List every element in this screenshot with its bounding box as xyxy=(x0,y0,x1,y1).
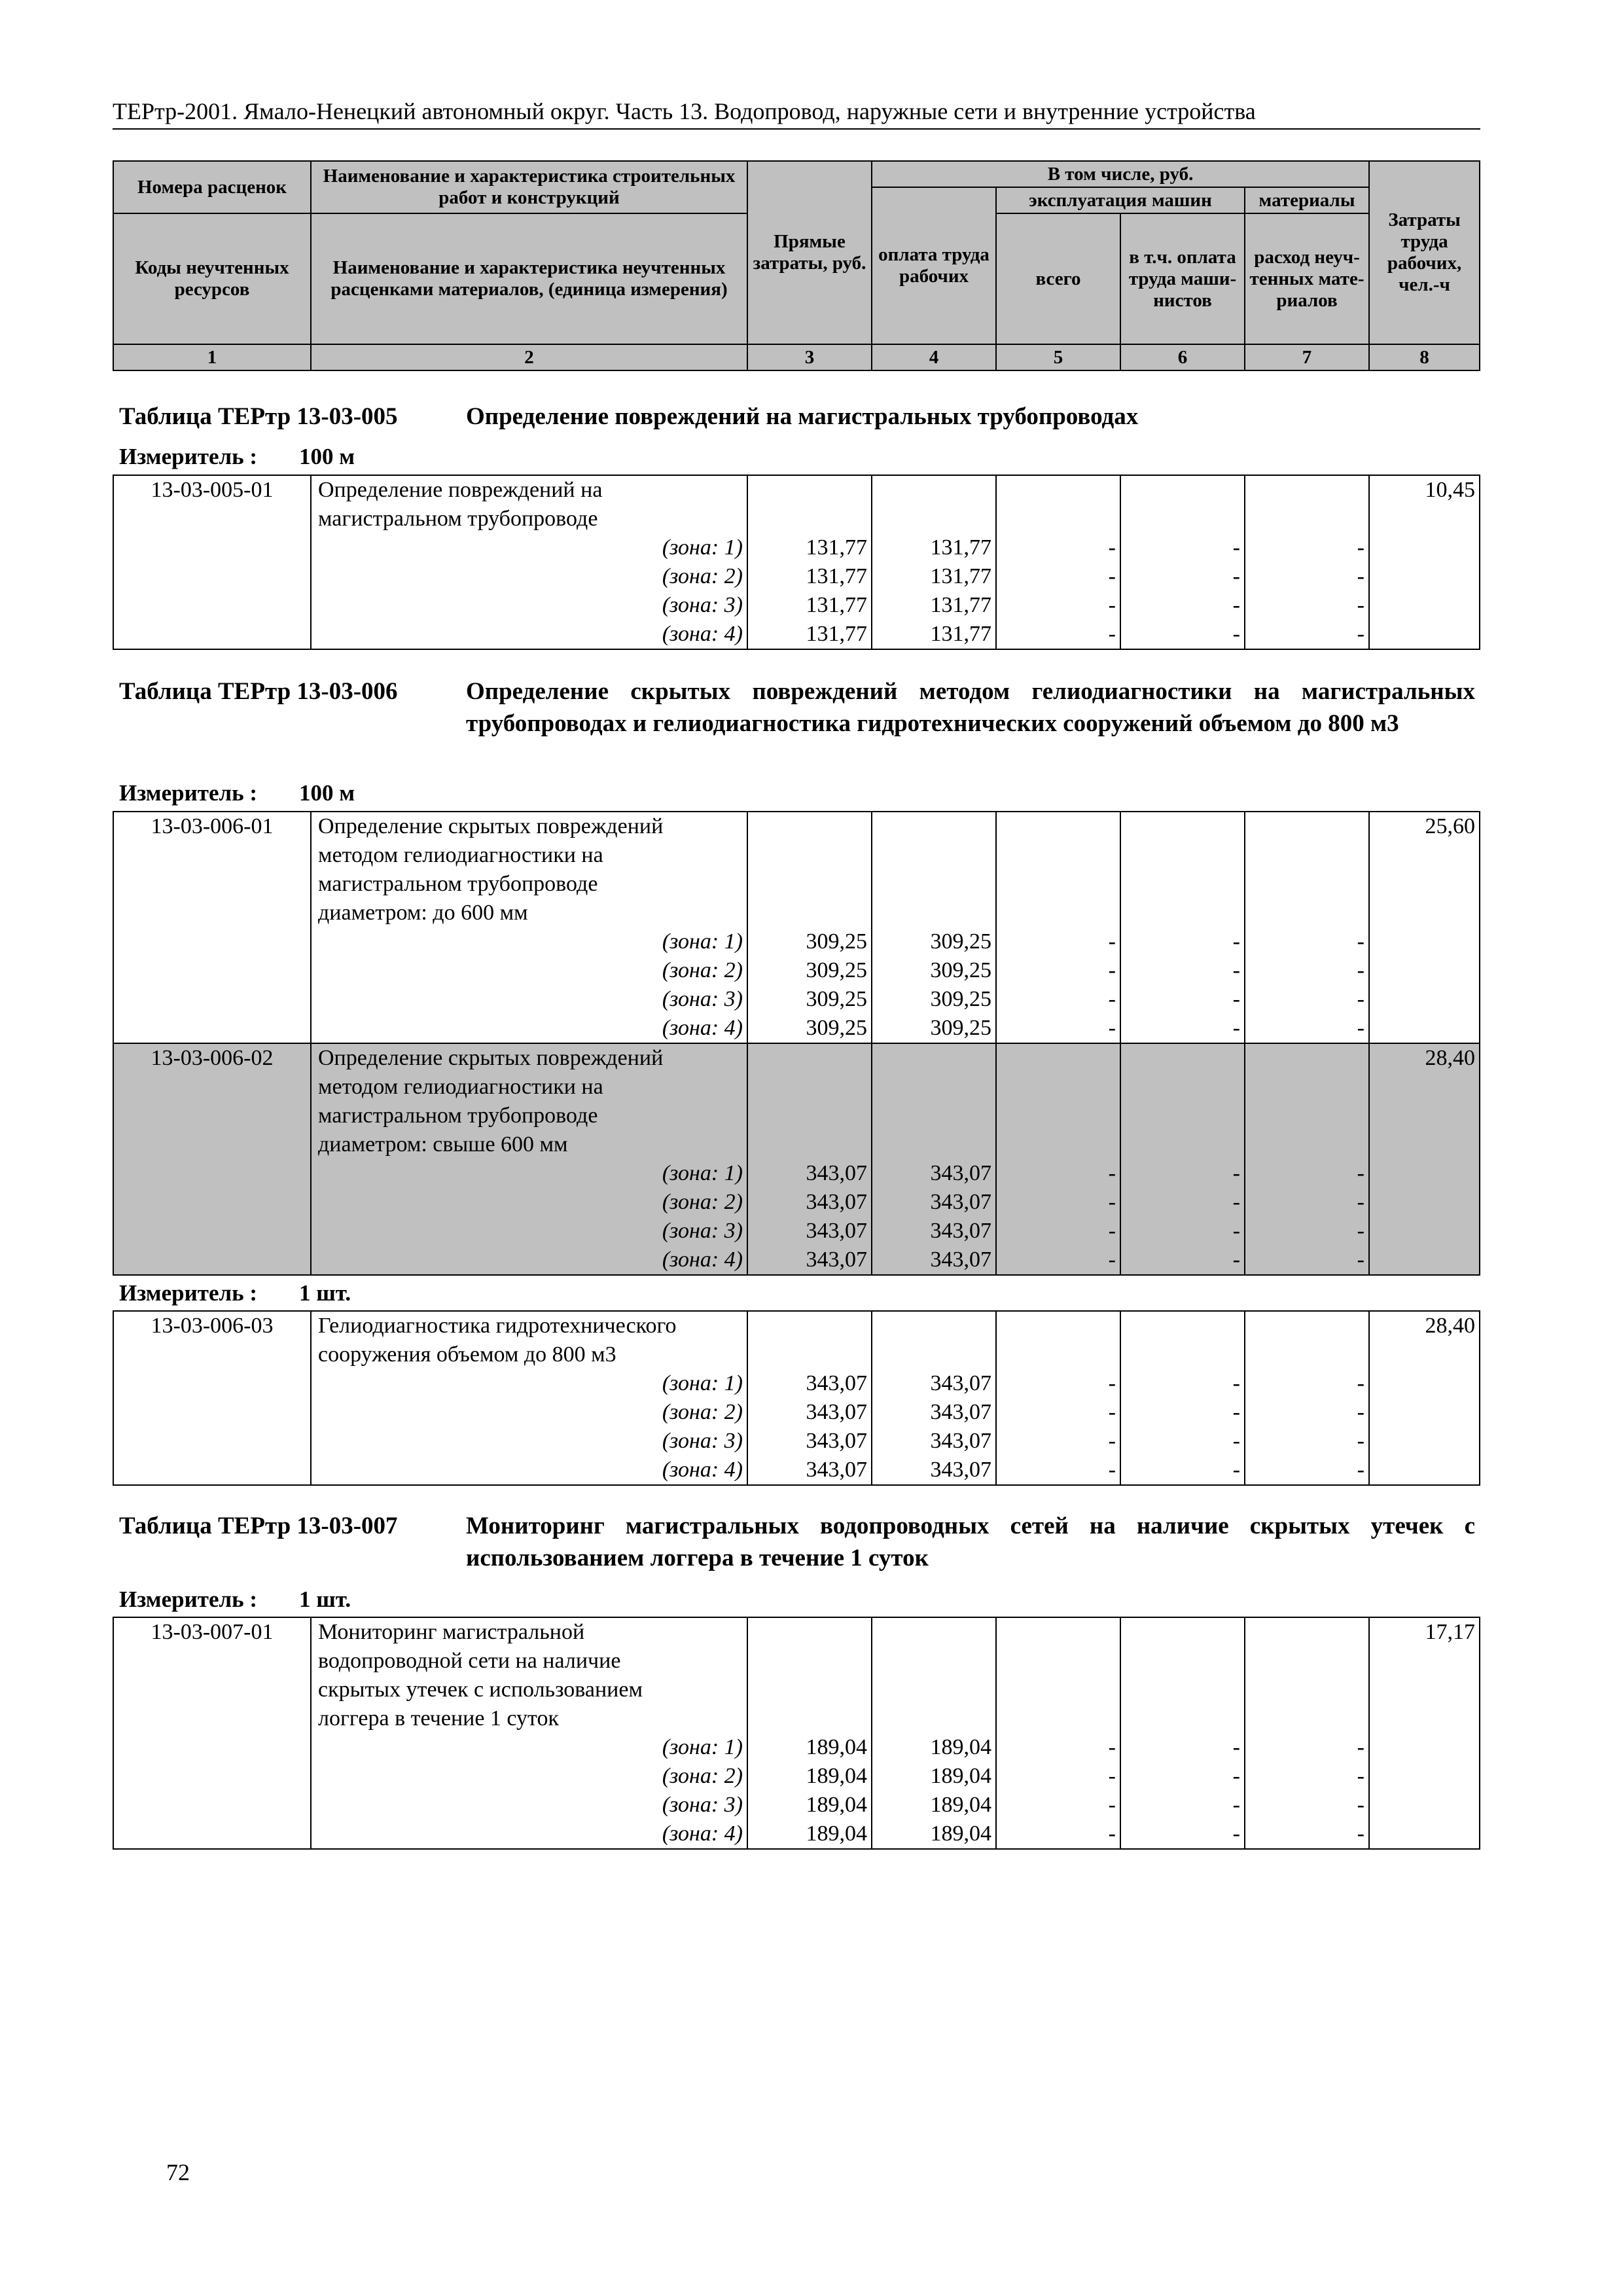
labor-pay-value: 131,77 xyxy=(930,564,991,588)
page-number: 72 xyxy=(166,2159,190,2185)
labor-pay-value: 309,25 xyxy=(930,958,991,982)
direct-costs-value: 189,04 xyxy=(806,1821,867,1846)
labor-costs-value: 28,40 xyxy=(1425,1314,1475,1338)
machinist-pay-value: - xyxy=(1232,1793,1240,1817)
rate-code: 13-03-005-01 xyxy=(113,475,311,649)
column-header-table xyxy=(113,160,1480,371)
machinist-pay-value: - xyxy=(1232,1400,1240,1424)
machine-total-value: - xyxy=(1108,1016,1116,1040)
labor-costs-value: 17,17 xyxy=(1425,1620,1475,1644)
labor-costs-value: 10,45 xyxy=(1425,478,1475,502)
machinist-pay-value: - xyxy=(1232,1247,1240,1272)
machinist-pay-cell xyxy=(1120,1043,1245,1275)
rate-name-line: Гелиодиагностика гидротехнического xyxy=(318,1314,677,1338)
direct-costs-value: 343,07 xyxy=(806,1400,867,1424)
direct-costs-cell xyxy=(747,1311,872,1485)
machinist-pay-value: - xyxy=(1232,1458,1240,1482)
machinist-pay-value: - xyxy=(1232,1371,1240,1395)
meter-value: 100 м xyxy=(299,780,355,806)
machinist-pay-value: - xyxy=(1232,535,1240,560)
labor-pay-value: 131,77 xyxy=(930,622,991,646)
materials-value: - xyxy=(1357,1764,1364,1788)
section-code: Таблица ТЕРтр 13-03-006 xyxy=(119,678,398,705)
materials-value: - xyxy=(1357,1016,1364,1040)
labor-costs-cell xyxy=(1369,812,1480,1043)
machinist-pay-cell xyxy=(1120,1311,1245,1485)
section-name: Определение скрытых повреждений методом гелиодиагностики на магистральных трубопроводах и гелиодиагностика гидротехнических сооружений объемом до 800 м3 xyxy=(466,678,1475,737)
meter-label: Измеритель : xyxy=(119,444,258,469)
col-rate-numbers: Номера расценок xyxy=(113,161,311,213)
direct-costs-value: 309,25 xyxy=(806,1016,867,1040)
meter-value: 1 шт. xyxy=(299,1280,351,1306)
machinist-pay-value: - xyxy=(1232,564,1240,588)
zone-label: (зона: 1) xyxy=(662,535,743,560)
zone-label: (зона: 1) xyxy=(662,1371,743,1395)
meter-value: 1 шт. xyxy=(299,1587,351,1612)
zone-label: (зона: 4) xyxy=(662,1016,743,1040)
labor-pay-value: 343,07 xyxy=(930,1371,991,1395)
materials-value: - xyxy=(1357,1400,1364,1424)
meter xyxy=(119,1585,351,1614)
machine-total-value: - xyxy=(1108,1219,1116,1243)
rate-name xyxy=(311,812,747,1043)
direct-costs-value: 189,04 xyxy=(806,1735,867,1759)
zone-label: (зона: 1) xyxy=(662,929,743,954)
col-labor-pay: оплата труда рабочих xyxy=(872,187,996,344)
machine-total-value: - xyxy=(1108,1458,1116,1482)
col-labor-costs: Затраты труда рабочих, чел.-ч xyxy=(1369,161,1480,344)
labor-pay-cell xyxy=(872,1043,996,1275)
col-num: 5 xyxy=(996,344,1120,370)
materials-cell xyxy=(1245,1617,1369,1849)
zone-label: (зона: 1) xyxy=(662,1735,743,1759)
machine-total-value: - xyxy=(1108,1764,1116,1788)
machinist-pay-value: - xyxy=(1232,1429,1240,1453)
labor-pay-value: 343,07 xyxy=(930,1429,991,1453)
zone-label: (зона: 3) xyxy=(662,593,743,617)
meter-label: Измеритель : xyxy=(119,780,258,806)
direct-costs-value: 309,25 xyxy=(806,987,867,1011)
machine-total-value: - xyxy=(1108,987,1116,1011)
machinist-pay-value: - xyxy=(1232,593,1240,617)
zone-label: (зона: 4) xyxy=(662,622,743,646)
direct-costs-value: 343,07 xyxy=(806,1458,867,1482)
rate-name xyxy=(311,475,747,649)
labor-pay-value: 131,77 xyxy=(930,535,991,560)
zone-label: (зона: 4) xyxy=(662,1247,743,1272)
machinist-pay-value: - xyxy=(1232,1219,1240,1243)
col-num: 7 xyxy=(1245,344,1369,370)
direct-costs-value: 131,77 xyxy=(806,622,867,646)
zone-label: (зона: 4) xyxy=(662,1458,743,1482)
rate-name xyxy=(311,1617,747,1849)
machinist-pay-value: - xyxy=(1232,929,1240,954)
col-material-name: Наименование и характеристика неучтенных расценками материалов, (единица измерения) xyxy=(311,213,747,344)
rate-name xyxy=(311,1311,747,1485)
rate-name-line: водопроводной сети на наличие xyxy=(318,1649,621,1673)
rate-name-line: скрытых утечек с использованием xyxy=(318,1677,643,1702)
machinist-pay-value: - xyxy=(1232,1016,1240,1040)
col-machinist-pay: в т.ч. оплата труда маши-нистов xyxy=(1120,213,1245,344)
rate-table xyxy=(113,1310,1480,1486)
table-row xyxy=(113,812,1480,1043)
meter-label: Измеритель : xyxy=(119,1280,258,1306)
col-machine-total: всего xyxy=(996,213,1120,344)
col-direct-costs: Прямые затраты, руб. xyxy=(747,161,872,344)
direct-costs-value: 309,25 xyxy=(806,929,867,954)
col-resource-codes: Коды неучтенных ресурсов xyxy=(113,213,311,344)
machine-total-value: - xyxy=(1108,535,1116,560)
table-row xyxy=(113,475,1480,649)
materials-value: - xyxy=(1357,1219,1364,1243)
zone-label: (зона: 3) xyxy=(662,987,743,1011)
labor-costs-value: 28,40 xyxy=(1425,1046,1475,1070)
col-num: 3 xyxy=(747,344,872,370)
direct-costs-value: 131,77 xyxy=(806,593,867,617)
machinist-pay-value: - xyxy=(1232,1821,1240,1846)
machinist-pay-value: - xyxy=(1232,1764,1240,1788)
labor-pay-value: 343,07 xyxy=(930,1247,991,1272)
materials-value: - xyxy=(1357,622,1364,646)
machinist-pay-cell xyxy=(1120,812,1245,1043)
rate-name-line: Определение скрытых повреждений xyxy=(318,1046,664,1070)
rate-name-line: методом гелиодиагностики на xyxy=(318,843,603,867)
machine-total-value: - xyxy=(1108,1400,1116,1424)
labor-pay-value: 189,04 xyxy=(930,1764,991,1788)
machine-total-cell xyxy=(996,1043,1120,1275)
machine-total-value: - xyxy=(1108,593,1116,617)
materials-value: - xyxy=(1357,1371,1364,1395)
col-num: 6 xyxy=(1120,344,1245,370)
machine-total-value: - xyxy=(1108,1735,1116,1759)
labor-pay-value: 343,07 xyxy=(930,1161,991,1185)
machine-total-cell xyxy=(996,475,1120,649)
rate-name-line: сооружения объемом до 800 м3 xyxy=(318,1342,616,1367)
section-title xyxy=(119,675,1475,740)
direct-costs-value: 309,25 xyxy=(806,958,867,982)
direct-costs-cell xyxy=(747,1617,872,1849)
labor-pay-cell xyxy=(872,812,996,1043)
rate-code: 13-03-006-03 xyxy=(113,1311,311,1485)
labor-costs-value: 25,60 xyxy=(1425,814,1475,838)
machine-total-value: - xyxy=(1108,1429,1116,1453)
rate-name-line: Определение повреждений на xyxy=(318,478,603,502)
machine-total-value: - xyxy=(1108,1190,1116,1214)
materials-value: - xyxy=(1357,1247,1364,1272)
labor-pay-value: 309,25 xyxy=(930,987,991,1011)
labor-pay-value: 189,04 xyxy=(930,1821,991,1846)
section-name: Мониторинг магистральных водопроводных сетей на наличие скрытых утечек с использованием логгера в течение 1 суток xyxy=(466,1513,1475,1571)
materials-value: - xyxy=(1357,593,1364,617)
labor-pay-value: 343,07 xyxy=(930,1219,991,1243)
table-row xyxy=(113,1043,1480,1275)
labor-costs-cell xyxy=(1369,1311,1480,1485)
section-name: Определение повреждений на магистральных трубопроводах xyxy=(466,403,1139,430)
running-header: ТЕРтр-2001. Ямало-Ненецкий автономный округ. Часть 13. Водопровод, наружные сети и внутренние устройства xyxy=(113,96,1480,130)
direct-costs-value: 131,77 xyxy=(806,564,867,588)
direct-costs-value: 343,07 xyxy=(806,1219,867,1243)
rate-name-line: методом гелиодиагностики на xyxy=(318,1075,603,1099)
machine-total-cell xyxy=(996,1311,1120,1485)
machinist-pay-value: - xyxy=(1232,1735,1240,1759)
direct-costs-cell xyxy=(747,1043,872,1275)
machine-total-value: - xyxy=(1108,1247,1116,1272)
col-num: 8 xyxy=(1369,344,1480,370)
machinist-pay-value: - xyxy=(1232,622,1240,646)
materials-value: - xyxy=(1357,1821,1364,1846)
zone-label: (зона: 2) xyxy=(662,1764,743,1788)
machine-total-value: - xyxy=(1108,1793,1116,1817)
materials-value: - xyxy=(1357,929,1364,954)
rate-code: 13-03-006-01 xyxy=(113,812,311,1043)
rate-table xyxy=(113,475,1480,650)
labor-pay-value: 309,25 xyxy=(930,1016,991,1040)
section-code: Таблица ТЕРтр 13-03-007 xyxy=(119,1513,398,1539)
direct-costs-value: 343,07 xyxy=(806,1161,867,1185)
table-row xyxy=(113,1311,1480,1485)
direct-costs-value: 343,07 xyxy=(806,1247,867,1272)
col-unaccounted-materials: расход неуч-тенных мате-риалов xyxy=(1245,213,1369,344)
col-num: 2 xyxy=(311,344,747,370)
labor-costs-cell xyxy=(1369,1043,1480,1275)
rate-name xyxy=(311,1043,747,1275)
labor-costs-cell xyxy=(1369,1617,1480,1849)
labor-costs-cell xyxy=(1369,475,1480,649)
zone-label: (зона: 3) xyxy=(662,1219,743,1243)
rate-name-line: логгера в течение 1 суток xyxy=(318,1706,559,1731)
materials-value: - xyxy=(1357,1190,1364,1214)
meter-label: Измеритель : xyxy=(119,1587,258,1612)
materials-value: - xyxy=(1357,1161,1364,1185)
labor-pay-cell xyxy=(872,475,996,649)
col-num: 4 xyxy=(872,344,996,370)
direct-costs-cell xyxy=(747,812,872,1043)
zone-label: (зона: 2) xyxy=(662,564,743,588)
direct-costs-value: 131,77 xyxy=(806,535,867,560)
rate-code: 13-03-007-01 xyxy=(113,1617,311,1849)
machinist-pay-value: - xyxy=(1232,1161,1240,1185)
machine-total-value: - xyxy=(1108,564,1116,588)
labor-pay-cell xyxy=(872,1617,996,1849)
materials-value: - xyxy=(1357,564,1364,588)
table-row xyxy=(113,1617,1480,1849)
materials-value: - xyxy=(1357,958,1364,982)
machinist-pay-cell xyxy=(1120,475,1245,649)
direct-costs-value: 343,07 xyxy=(806,1371,867,1395)
materials-cell xyxy=(1245,475,1369,649)
materials-value: - xyxy=(1357,987,1364,1011)
zone-label: (зона: 3) xyxy=(662,1793,743,1817)
direct-costs-value: 343,07 xyxy=(806,1429,867,1453)
col-work-name: Наименование и характеристика строительных работ и конструкций xyxy=(311,161,747,213)
machine-total-value: - xyxy=(1108,1371,1116,1395)
machine-total-cell xyxy=(996,1617,1120,1849)
materials-cell xyxy=(1245,812,1369,1043)
materials-value: - xyxy=(1357,535,1364,560)
labor-pay-value: 343,07 xyxy=(930,1400,991,1424)
col-including: В том числе, руб. xyxy=(872,161,1369,187)
machine-total-cell xyxy=(996,812,1120,1043)
machine-total-value: - xyxy=(1108,929,1116,954)
section-title xyxy=(119,1510,1475,1574)
machinist-pay-value: - xyxy=(1232,987,1240,1011)
rate-table xyxy=(113,811,1480,1276)
meter xyxy=(119,1279,351,1308)
machine-total-value: - xyxy=(1108,958,1116,982)
zone-label: (зона: 2) xyxy=(662,1400,743,1424)
section-code: Таблица ТЕРтр 13-03-005 xyxy=(119,403,398,430)
materials-value: - xyxy=(1357,1735,1364,1759)
zone-label: (зона: 2) xyxy=(662,1190,743,1214)
direct-costs-value: 189,04 xyxy=(806,1793,867,1817)
section-title xyxy=(119,401,1475,433)
meter-value: 100 м xyxy=(299,444,355,469)
rate-name-line: магистральном трубопроводе xyxy=(318,507,598,531)
col-num: 1 xyxy=(113,344,311,370)
meter xyxy=(119,779,355,808)
machinist-pay-value: - xyxy=(1232,1190,1240,1214)
rate-name-line: Мониторинг магистральной xyxy=(318,1620,585,1644)
labor-pay-value: 309,25 xyxy=(930,929,991,954)
materials-cell xyxy=(1245,1043,1369,1275)
col-machine-operation: эксплуатация машин xyxy=(996,187,1245,213)
zone-label: (зона: 1) xyxy=(662,1161,743,1185)
materials-cell xyxy=(1245,1311,1369,1485)
labor-pay-value: 343,07 xyxy=(930,1458,991,1482)
machine-total-value: - xyxy=(1108,1161,1116,1185)
machine-total-value: - xyxy=(1108,1821,1116,1846)
rate-name-line: магистральном трубопроводе xyxy=(318,872,598,896)
labor-pay-value: 343,07 xyxy=(930,1190,991,1214)
labor-pay-value: 131,77 xyxy=(930,593,991,617)
col-materials: материалы xyxy=(1245,187,1369,213)
rate-table xyxy=(113,1617,1480,1850)
direct-costs-value: 343,07 xyxy=(806,1190,867,1214)
materials-value: - xyxy=(1357,1429,1364,1453)
rate-name-line: диаметром: до 600 мм xyxy=(318,901,528,925)
meter xyxy=(119,442,355,471)
materials-value: - xyxy=(1357,1793,1364,1817)
labor-pay-value: 189,04 xyxy=(930,1735,991,1759)
direct-costs-cell xyxy=(747,475,872,649)
labor-pay-value: 189,04 xyxy=(930,1793,991,1817)
materials-value: - xyxy=(1357,1458,1364,1482)
machinist-pay-value: - xyxy=(1232,958,1240,982)
machine-total-value: - xyxy=(1108,622,1116,646)
rate-name-line: диаметром: свыше 600 мм xyxy=(318,1132,568,1157)
zone-label: (зона: 4) xyxy=(662,1821,743,1846)
labor-pay-cell xyxy=(872,1311,996,1485)
zone-label: (зона: 2) xyxy=(662,958,743,982)
rate-name-line: магистральном трубопроводе xyxy=(318,1103,598,1128)
direct-costs-value: 189,04 xyxy=(806,1764,867,1788)
zone-label: (зона: 3) xyxy=(662,1429,743,1453)
rate-code: 13-03-006-02 xyxy=(113,1043,311,1275)
rate-name-line: Определение скрытых повреждений xyxy=(318,814,664,838)
machinist-pay-cell xyxy=(1120,1617,1245,1849)
